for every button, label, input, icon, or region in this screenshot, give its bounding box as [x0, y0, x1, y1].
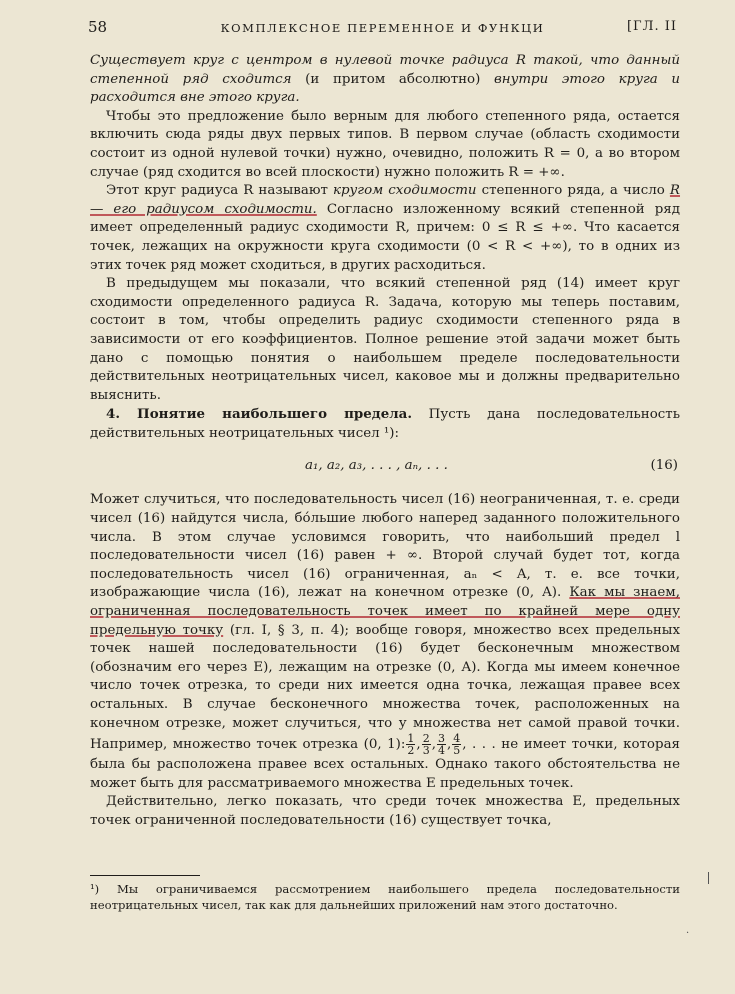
fraction-denominator: 4: [437, 744, 445, 758]
fraction-denominator: 2: [407, 744, 415, 758]
paragraph-text: Согласно изложенному всякий степенной ряд имеет определенный радиус сходимости R, причем: 0 ≤ R ≤ +∞. Что касается точек, лежащих на окружности круга сходимости (0 < R < +∞), то в одних из этих точек ряд может сходиться, в других расходиться.: [90, 201, 680, 273]
section-paragraph: [90, 405, 680, 443]
paragraph-text: Этот круг радиуса R называют: [106, 183, 333, 199]
term-radius-of-convergence: R — его радиусом сходимости.: [90, 183, 681, 217]
theorem-aside: (и притом абсолютно): [291, 71, 494, 87]
margin-speck: ·: [686, 928, 690, 939]
formula-expression: a₁, a₂, a₃, . . . , aₙ, . . .: [305, 458, 448, 474]
paragraph-text: степенного ряда, а число: [476, 183, 670, 199]
theorem-text-1: Существует круг с центром в нулевой точке радиуса R такой, что данный степенной ряд сходится: [90, 53, 680, 87]
paragraph-text: не имеет точки, которая была бы расположена правее всех остальных. Однако такого обстоятельства не может быть для рассматриваемого множества E предельных точек.: [90, 737, 681, 791]
fraction-numerator: 2: [422, 732, 430, 746]
formula-label: (16): [650, 458, 678, 474]
theorem-text-2: внутри этого круга и расходится вне этого круга.: [90, 71, 680, 106]
page-number: 58: [88, 18, 108, 36]
paragraph: [90, 793, 680, 830]
paragraph: [90, 275, 680, 405]
page-header: [88, 18, 677, 40]
fraction: [422, 733, 431, 756]
paragraph-text: В предыдущем мы показали, что всякий степенной ряд (14) имеет круг сходимости определенного радиуса R. Задача, которую мы теперь поставим, состоит в том, чтобы определить радиус сходимости степенного ряда в зависимости от его коэффициентов. Полное решение этой задачи может быть дано с помощью понятия о наибольшем пределе последовательности действительных неотрицательных чисел, каковое мы и должны предварительно выяснить.: [90, 276, 680, 403]
section-heading: 4. Понятие наибольшего предела.: [106, 406, 412, 423]
underlined-passage: Как мы знаем, ограниченная последовательность точек имеет по крайней мере одну предельную точку: [90, 585, 680, 638]
sequence-ellipsis: , . . .: [462, 737, 496, 753]
paragraph-text: Может случиться, что последовательность чисел (16) неограниченная, т. е. среди чисел (16) найдутся числа, бо́льшие любого наперед заданного положительного числа. В этом случае условимся говорить, что наибольший предел l последовательности чисел (16) равен + ∞. Второй случай будет тот, когда последовательность чисел (16) ограниченная, aₙ < A, т. е. все точки, изображающие числа (16), лежат на конечном отрезке (0, A).: [90, 492, 680, 601]
fraction: [452, 733, 461, 756]
running-title: КОМПЛЕКСНОЕ ПЕРЕМЕННОЕ И ФУНКЦИ: [220, 21, 545, 35]
footnote-rule: [90, 875, 200, 876]
paragraph-text: (гл. I, § 3, п. 4); вообще говоря, множество всех предельных точек нашей последовательности (16) будет бесконечным множеством (обозначим его через E), лежащим на отрезке (0, A). Когда мы имеем конечное число точек отрезка, то среди них имеется одна точка, лежащая правее всех остальных. В случае бесконечного множества точек, расположенных на конечном отрезке, может случиться, что у множества нет самой правой точки. Например, множество точек отрезка (0, 1):: [90, 622, 680, 753]
paragraph-text: Пусть дана последовательность действительных неотрицательных чисел ¹):: [90, 407, 680, 441]
fraction-numerator: 3: [437, 732, 445, 746]
fraction-denominator: 5: [453, 744, 461, 758]
paragraph: [90, 108, 680, 182]
fraction: [437, 733, 446, 756]
theorem-statement: [90, 52, 680, 108]
term-circle-of-convergence: кругом сходимости: [332, 183, 477, 199]
paragraph-text: Чтобы это предложение было верным для любого степенного ряда, остается включить сюда ряды двух первых типов. В первом случае (область сходимости состоит из одной нулевой точки) нужно, очевидно, положить R = 0, а во втором случае (ряд сходится во всей плоскости) нужно положить R = +∞.: [90, 108, 680, 180]
fraction: [406, 733, 415, 756]
footnote: ¹) Мы ограничиваемся рассмотрением наибольшего предела последовательности неотрицательных чисел, так как для дальнейших приложений нам этого достаточно.: [90, 882, 680, 912]
fraction-denominator: 3: [422, 744, 430, 758]
fraction-numerator: 1: [407, 732, 415, 746]
paragraph-text: Действительно, легко показать, что среди точек множества E, предельных точек ограниченной последовательности (16) существует точка,: [90, 794, 680, 828]
margin-pencil-mark: [708, 872, 714, 884]
paragraph: Может случиться, что последовательность чисел (16) неограниченная, т. е. среди чисел (16) найдутся числа, бо́льшие любого наперед заданного положительного числа. В этом случае условимся говорить, что наибольший предел l последовательности чисел (16) равен + ∞. Второй случай будет тот, когда последовательность чисел (16) ограниченная, aₙ < A, т. е. все точки, изображающие числа (16), лежат на конечном отрезке (0, A). Как мы знаем, ограниченная последовательность точек имеет по крайней мере одну предельную точку (гл. I, § 3, п. 4); вообще говоря, множество всех предельных точек нашей последовательности (16) будет бесконечным множеством (обозначим его через E), лежащим на отрезке (0, A). Когда мы имеем конечное число точек отрезка, то среди них имеется одна точка, лежащая правее всех остальных. В случае бесконечного множества точек, расположенных на конечном отрезке, может случиться, что у множества нет самой правой точки. Например, множество точек отрезка (0, 1): $\frac{1}{2}$ , $\frac{2}{3}$ , $\frac{3}{4}$ , $\frac{4}{5}$ , . . . не имеет точки, которая была бы расположена правее всех остальных. Однако такого обстоятельства не может быть для рассматриваемого множества E предельных точек.: [90, 492, 681, 791]
chapter-label: [ГЛ. II: [626, 19, 677, 34]
paragraph: [90, 182, 680, 275]
display-formula: [90, 447, 680, 491]
fraction-numerator: 4: [453, 732, 461, 746]
page-body: [90, 52, 680, 831]
